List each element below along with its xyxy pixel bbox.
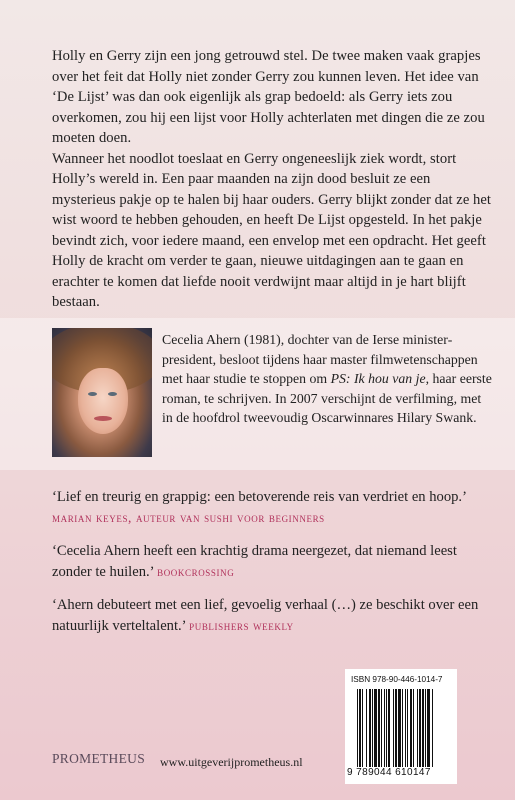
author-bio (162, 330, 492, 428)
review-quote (52, 595, 492, 636)
isbn-barcode (345, 669, 457, 784)
quote-text: ‘Ahern debuteert met een lief, gevoelig verhaal (…) ze beschikt over een natuurlijk verteltalent.’ (52, 597, 479, 634)
quote-text: ‘Cecelia Ahern heeft een krachtig drama neergezet, dat niemand leest zonder te huilen.’ (52, 543, 457, 580)
author-book-title: PS: Ik hou van je (330, 371, 426, 387)
review-quote (52, 541, 492, 582)
publisher-logo-text: PROMETHEUS (52, 751, 146, 766)
barcode-digits: 9 789044 610147 (347, 767, 431, 778)
publisher-website: www.uitgeverijprometheus.nl (160, 755, 303, 769)
quote-source: marian keyes, auteur van sushi voor beginners (52, 509, 325, 525)
blurb-paragraph-2: Wanneer het noodlot toeslaat en Gerry ongeneeslijk ziek wordt, stort Holly’s wereld in. Een paar maanden na zijn dood besluit ze een mysterieus pakje op te halen bij haar ouders. Gerry blijkt zonder dat ze het wist woord te hebben gehouden, en heeft De Lijst opgesteld. In het pakje bevindt zich, voor iedere maand, een envelop met een opdracht. Het geeft Holly de kracht om verder te gaan, nieuwe uitdagingen aan te gaan en erachter te komen dat liefde nooit verdwijnt maar altijd in je hart blijft bestaan. (52, 150, 492, 310)
publisher-logo (52, 744, 147, 774)
quote-source: publishers weekly (189, 617, 294, 633)
blurb-paragraph-1: Holly en Gerry zijn een jong getrouwd stel. De twee maken vaak grapjes over het feit dat Holly niet zonder Gerry zou kunnen leven. Het idee van ‘De Lijst’ was dan ook eigenlijk als grap bedoeld: als Gerry iets zou overkomen, zou hij een lijst voor Holly achterlaten met dingen die ze zou moeten doen. (52, 48, 485, 146)
isbn-label: ISBN 978-90-446-1014-7 (351, 675, 443, 684)
blurb (52, 46, 492, 313)
author-bio-text-1: Cecelia Ahern (1981), dochter van de Ierse ministerpresident, besloot tijdens haar master filmwetenschappen met haar studie te stoppen om (162, 332, 478, 387)
author-photo (52, 328, 152, 457)
quote-text: ‘Lief en treurig en grappig: een betoverende reis van verdriet en hoop.’ (52, 489, 466, 505)
review-quote (52, 487, 492, 528)
author-bio-text-2: , haar eerste roman, te schrijven. In 2007 verschijnt de verfilming, met in de hoofdrol tweevoudig Oscarwinnares Hilary Swank. (162, 371, 492, 426)
quote-source: bookcrossing (157, 563, 235, 579)
barcode-bars (357, 689, 453, 767)
review-quotes (52, 487, 492, 649)
